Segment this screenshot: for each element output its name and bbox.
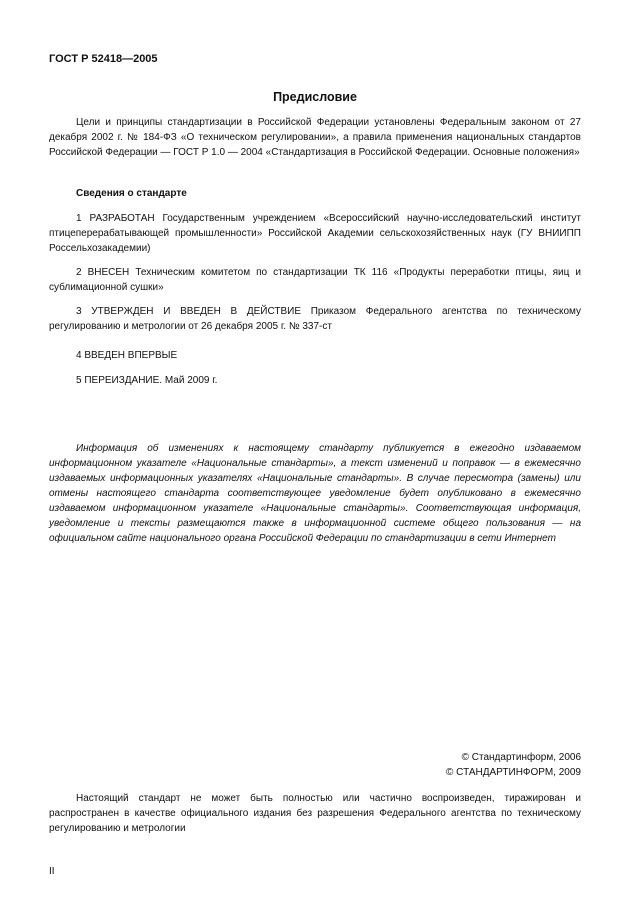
section-heading: Сведения о стандарте [76,188,187,199]
intro-paragraph: Цели и принципы стандартизации в Российской Федерации установлены Федеральным законом от 27 декабря 2002 г. № 184-ФЗ «О техническом регулировании», а правила применения национальных стандартов Российской Федерации — ГОСТ Р 1.0 — 2004 «Стандартизация в Российской Федерации. Основные положения» [49,117,581,158]
item-3: 3 УТВЕРЖДЕН И ВВЕДЕН В ДЕЙСТВИЕ Приказом Федерального агентства по техническому регулированию и метрологии от 26 декабря 2005 г. № 337-ст [49,306,581,332]
item-1: 1 РАЗРАБОТАН Государственным учреждением «Всероссийский научно-исследовательский институт птицеперерабатывающей промышленности» Российской Академии сельскохозяйственных наук (ГУ ВНИИПП Россельхозакадемии) [49,213,581,254]
copyright-2: © СТАНДАРТИНФОРМ, 2009 [446,767,581,778]
item-5: 5 ПЕРЕИЗДАНИЕ. Май 2009 г. [76,375,218,386]
item-2: 2 ВНЕСЕН Техническим комитетом по стандартизации ТК 116 «Продукты переработки птицы, яиц и сублимационной сушки» [49,267,581,293]
page-title: Предисловие [273,90,357,104]
notice-paragraph: Информация об изменениях к настоящему стандарту публикуется в ежегодно издаваемом информационном указателе «Национальные стандарты», а текст изменений и поправок — в ежемесячно издаваемых информационных указателях «Национальные стандарты». В случае пересмотра (замены) или отмены настоящего стандарта соответствующее уведомление будет опубликовано в ежемесячно издаваемом информационном указателе «Национальные стандарты». Соответствующая информация, уведомление и тексты размещаются также в информационной системе общего пользования — на официальном сайте национального органа Российской Федерации по стандартизации в сети Интернет [49,443,581,544]
page-number: II [49,866,55,877]
copyright-1: © Стандартинформ, 2006 [461,752,581,763]
reproduction-notice: Настоящий стандарт не может быть полностью или частично воспроизведен, тиражирован и распространен в качестве официального издания без разрешения Федерального агентства по техническому регулированию и метрологии [49,793,581,834]
item-4: 4 ВВЕДЕН ВПЕРВЫЕ [76,350,178,361]
document-code: ГОСТ Р 52418—2005 [49,53,158,65]
